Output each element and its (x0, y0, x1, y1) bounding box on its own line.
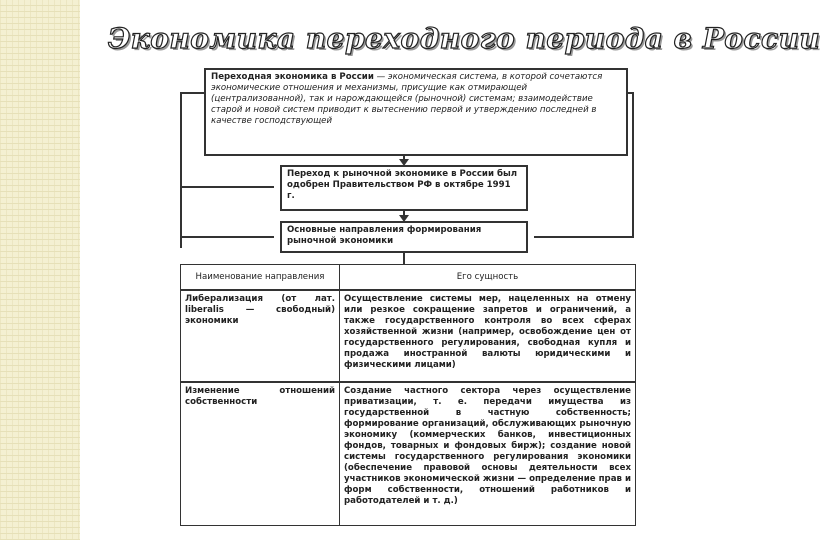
transition-approval-box: Переход к рыночной экономике в России был одобрен Правительством РФ в октябре 1991 г. (280, 165, 528, 211)
table-row (181, 382, 636, 526)
definition-text: — экономическая система, в которой сочетаются экономические отношения и механизмы, присущие как отмирающей (централизованной), так и нарождающейся (рыночной) системам; взаимодействие старой и новой систем приводит к вытеснению первой и утверждению последней в качестве господствующей (211, 72, 603, 126)
direction-name: Либерализация (от лат. liberalis — свободный) экономики (181, 290, 340, 382)
table-header-row (181, 265, 636, 291)
connector-to-box2 (180, 186, 274, 188)
direction-name: Изменение отношений собственности (181, 382, 340, 526)
direction-essence: Создание частного сектора через осуществление приватизации, т. е. передачи имущества из государственной в частную собственность; формирование организаций, обслуживающих рыночную экономику (коммерческих банков, инвестиционных фондов, товарных и фондовых бирж); создание новой системы государственного регулирования экономики (обеспечение правовой основы деятельности всех участников экономической жизни — определение прав и форм собственности, отношений работников и работодателей и т. д.) (340, 382, 636, 526)
definition-box (204, 68, 628, 156)
definition-term: Переходная экономика в России (211, 72, 374, 82)
decorative-side-stripe (0, 0, 80, 540)
table-header-essence: Его сущность (340, 265, 636, 291)
connector-left-vertical (180, 92, 182, 248)
table-row (181, 290, 636, 382)
connector-box3-table (403, 253, 405, 264)
directions-table (180, 264, 636, 526)
connector-right-bottom (534, 236, 634, 238)
main-directions-box: Основные направления формирования рыночной экономики (280, 221, 528, 253)
connector-right-top (628, 92, 634, 94)
scanned-diagram (180, 68, 640, 528)
direction-essence: Осуществление системы мер, нацеленных на отмену или резкое сокращение запретов и ограничений, а также государственного контроля во всех сферах хозяйственной жизни (например, освобождение цен от государственного регулирования, свободная купля и продажа иностранной валюты юридическими и физическими лицами) (340, 290, 636, 382)
table-header-direction: Наименование направления (181, 265, 340, 291)
page-title: Экономика переходного периода в России (108, 22, 820, 55)
connector-right-vertical (632, 92, 634, 238)
connector-to-box3 (180, 236, 274, 238)
connector-top (180, 92, 206, 94)
